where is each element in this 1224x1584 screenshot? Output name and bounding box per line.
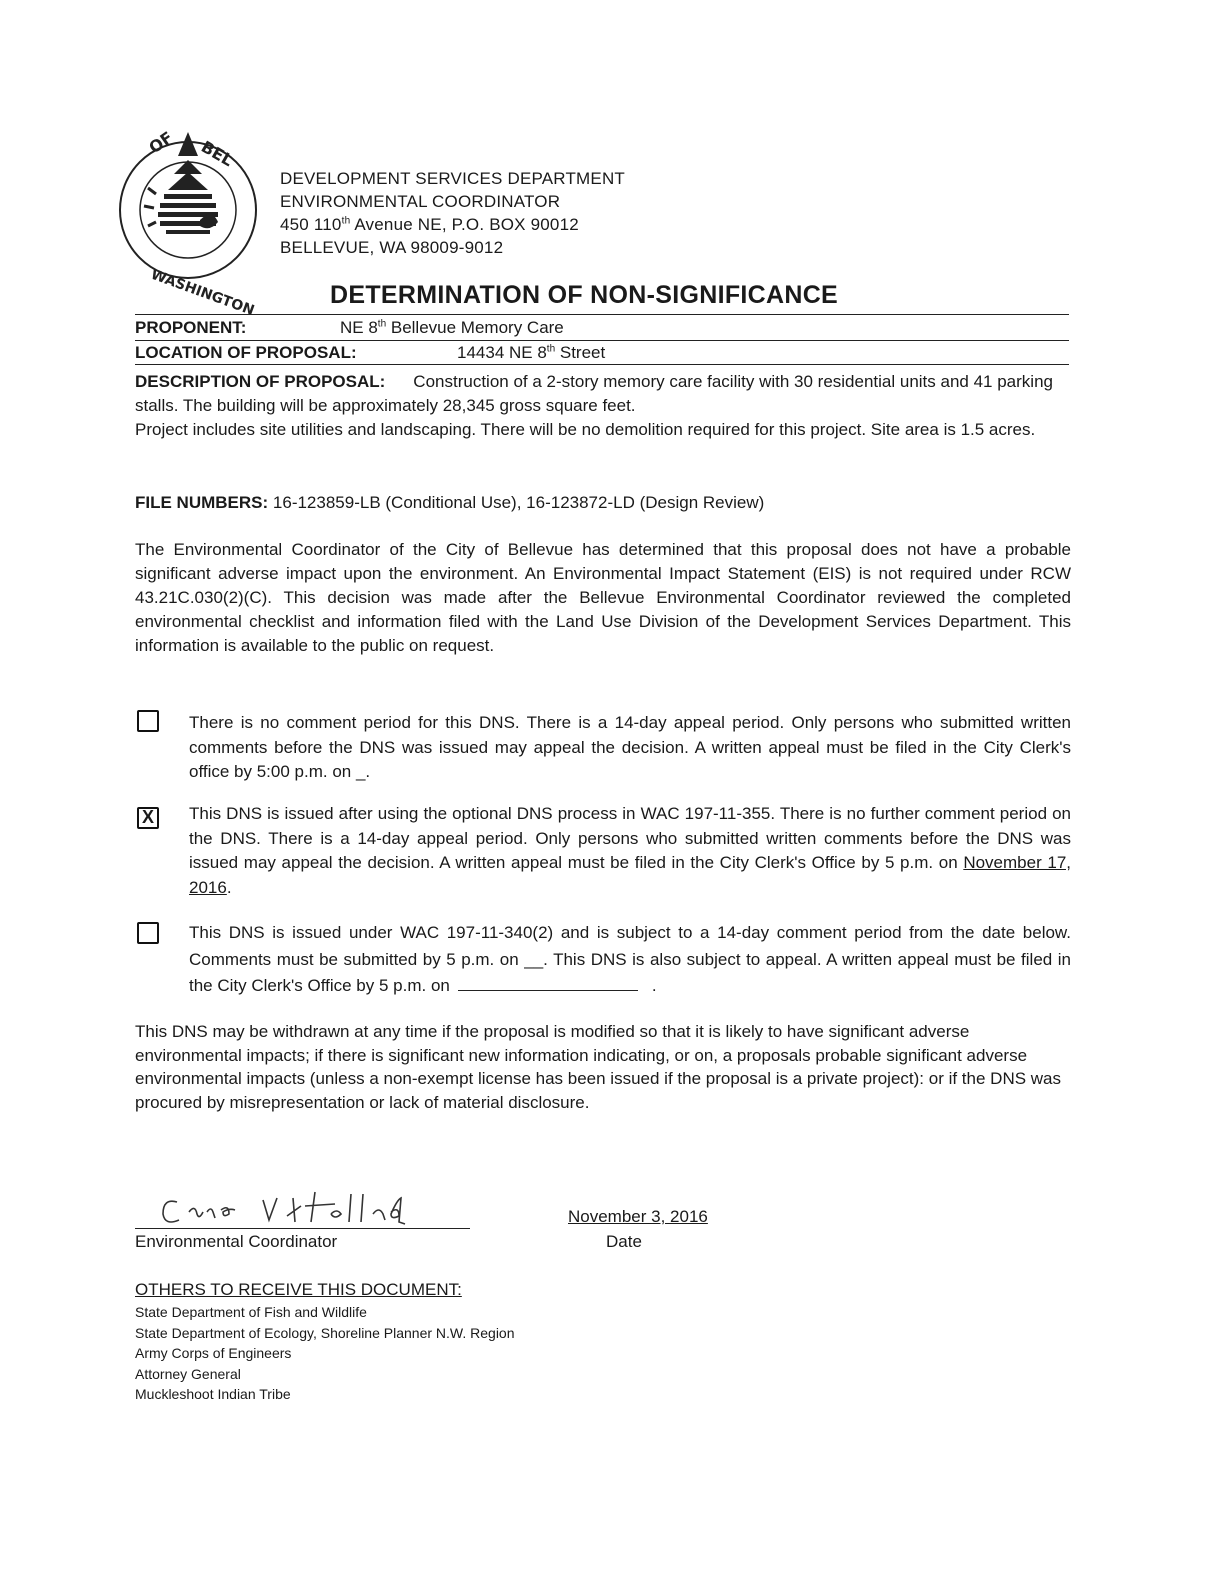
city-seal-logo bbox=[108, 127, 268, 319]
list-item: Attorney General bbox=[135, 1365, 241, 1382]
list-item: State Department of Ecology, Shoreline Planner N.W. Region bbox=[135, 1324, 515, 1341]
department-header bbox=[280, 167, 625, 259]
location-label: LOCATION OF PROPOSAL: bbox=[135, 343, 357, 362]
signer-role: Environmental Coordinator bbox=[135, 1232, 338, 1251]
svg-text:BEL: BEL bbox=[198, 137, 237, 171]
location-row bbox=[135, 343, 606, 363]
proponent-row bbox=[135, 318, 564, 338]
file-numbers-row bbox=[135, 493, 764, 513]
distribution-list bbox=[135, 1302, 515, 1405]
description-label: DESCRIPTION OF PROPOSAL: bbox=[135, 372, 386, 391]
header-line-1: DEVELOPMENT SERVICES DEPARTMENT bbox=[280, 169, 626, 188]
svg-text:OF: OF bbox=[145, 127, 177, 158]
title-rule bbox=[135, 314, 1069, 315]
determination-paragraph: The Environmental Coordinator of the City of Bellevue has determined that this proposal does not have a probable significant adverse impact upon the environment. An Environmental Impact Statement (EIS) is not required under RCW 43.21C.030(2)(C). This decision was made after the Bellevue Environmental Coordinator reviewed the completed environmental checklist and information filed with the Land Use Division of the Development Services Department. This information is available to the public on request. bbox=[135, 540, 1071, 655]
description-text-2: Project includes site utilities and landscaping. There will be no demolition required for this project. Site area is 1.5 acres. bbox=[135, 420, 1036, 439]
signature-line bbox=[135, 1228, 470, 1229]
option-2-text: This DNS is issued after using the optional DNS process in WAC 197-11-355. There is no further comment period on the DNS. There is a 14-day appeal period. Only persons who submitted written comments before the DNS was issued may appeal the decision. A written appeal must be filed in the City Clerk's Office by 5 p.m. on November 17, 2016. bbox=[189, 804, 1071, 897]
option-1-checkbox[interactable] bbox=[137, 710, 159, 732]
list-item: Army Corps of Engineers bbox=[135, 1345, 292, 1361]
appeal-deadline-date: November 17, 2016 bbox=[189, 853, 1071, 897]
list-item: Muckleshoot Indian Tribe bbox=[135, 1386, 291, 1402]
signature-date: November 3, 2016 bbox=[568, 1207, 708, 1226]
header-line-3: 450 110th Avenue NE, P.O. BOX 90012 bbox=[280, 215, 579, 234]
appeal-date-blank bbox=[458, 978, 638, 991]
option-1-text: There is no comment period for this DNS. There is a 14-day appeal period. Only persons who submitted written comments before the DNS was issued may appeal the decision. A written appeal must be filed in the City Clerk's office by 5:00 p.m. on _. bbox=[189, 713, 1071, 781]
location-value: 14434 NE 8th Street bbox=[457, 343, 606, 362]
location-rule bbox=[135, 364, 1069, 365]
proponent-label: PROPONENT: bbox=[135, 318, 247, 337]
proponent-rule bbox=[135, 340, 1069, 341]
svg-text:WASHINGTON: WASHINGTON bbox=[148, 266, 257, 319]
handwritten-signature bbox=[155, 1188, 475, 1233]
option-3-text: This DNS is issued under WAC 197-11-340(2) and is subject to a 14-day comment period from the date below. Comments must be submitted by 5 p.m. on __. This DNS is also subject to appeal. A written appeal must be filed in the City Clerk's Office by 5 p.m. on . bbox=[189, 923, 1071, 995]
check-mark-icon: X bbox=[141, 807, 154, 827]
description-section bbox=[135, 370, 1071, 442]
distribution-heading: OTHERS TO RECEIVE THIS DOCUMENT: bbox=[135, 1280, 462, 1299]
signature-date-label: Date bbox=[606, 1232, 642, 1251]
withdrawal-paragraph: This DNS may be withdrawn at any time if the proposal is modified so that it is likely to have significant adverse environmental impacts; if there is significant new information indicating, or on, a proposals probable significant adverse environmental impacts (unless a non-exempt license has been issued if the proposal is a private project): or if the DNS was procured by misrepresentation or lack of material disclosure. bbox=[135, 1022, 1062, 1112]
proponent-value: NE 8th Bellevue Memory Care bbox=[340, 318, 564, 337]
list-item: State Department of Fish and Wildlife bbox=[135, 1304, 367, 1320]
file-numbers-value: 16-123859-LB (Conditional Use), 16-123872-LD (Design Review) bbox=[272, 493, 765, 512]
header-line-2: ENVIRONMENTAL COORDINATOR bbox=[280, 192, 561, 211]
description-text-1: Construction of a 2-story memory care facility with 30 residential units and 41 parking stalls. The building will be approximately 28,345 gross square feet. bbox=[135, 372, 1053, 415]
option-3-checkbox[interactable] bbox=[137, 922, 159, 944]
file-numbers-label: FILE NUMBERS: bbox=[135, 493, 269, 512]
header-line-4: BELLEVUE, WA 98009-9012 bbox=[280, 238, 504, 257]
document-title: DETERMINATION OF NON-SIGNIFICANCE bbox=[330, 281, 839, 309]
option-2-checkbox[interactable] bbox=[137, 807, 159, 829]
